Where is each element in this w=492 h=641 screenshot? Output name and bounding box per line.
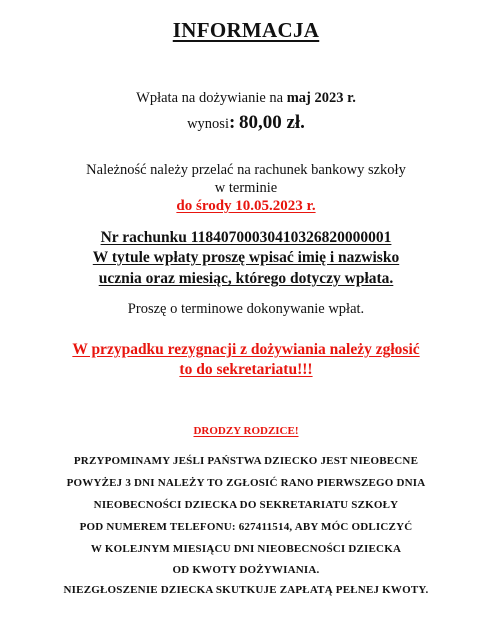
payment-month: maj 2023 r.	[286, 90, 356, 106]
reminder-line: NIEZGŁOSZENIE DZIECKA SKUTKUJE ZAPŁATĄ PEŁNEJ KWOTY.	[63, 584, 429, 596]
parents-heading: DRODZY RODZICE!	[193, 425, 299, 437]
reminder-line: POD NUMEREM TELEFONU: 627411514, ABY MÓC ODLICZYĆ	[79, 521, 413, 533]
resignation-notice-2: to do sekretariatu!!!	[179, 361, 313, 378]
payment-month-prefix: Wpłata na dożywianie na	[136, 90, 287, 106]
reminder-line: PRZYPOMINAMY JEŚLI PAŃSTWA DZIECKO JEST NIEOBECNE	[73, 455, 419, 467]
payment-amount-line	[0, 112, 492, 134]
transfer-instruction: Należność należy przelać na rachunek bankowy szkoły	[86, 162, 406, 178]
resignation-notice-1: W przypadku rezygnacji z dożywiania należy zgłosić	[72, 341, 420, 358]
payment-amount-prefix: wynosi	[187, 116, 229, 132]
payment-month-line	[0, 90, 492, 107]
payment-amount-colon: :	[228, 112, 236, 133]
transfer-term-label: w terminie	[214, 180, 278, 196]
transfer-title-instruction-1: W tytule wpłaty proszę wpisać imię i nazwisko	[92, 249, 400, 266]
bank-account-number: Nr rachunku 11840700030410326820000001	[100, 229, 392, 246]
payment-deadline: do środy 10.05.2023 r.	[176, 198, 316, 214]
payment-amount: 80,00 zł.	[238, 112, 305, 133]
transfer-title-instruction-2: ucznia oraz miesiąc, którego dotyczy wpłata.	[98, 270, 394, 287]
reminder-line: NIEOBECNOŚCI DZIECKA DO SEKRETARIATU SZKOŁY	[93, 499, 399, 511]
timely-payment-request: Proszę o terminowe dokonywanie wpłat.	[127, 301, 365, 317]
reminder-line: POWYŻEJ 3 DNI NALEŻY TO ZGŁOSIĆ RANO PIERWSZEGO DNIA	[66, 477, 426, 489]
reminder-line: W KOLEJNYM MIESIĄCU DNI NIEOBECNOŚCI DZIECKA	[90, 543, 402, 555]
notice-title: INFORMACJA	[172, 18, 320, 42]
reminder-line: OD KWOTY DOŻYWIANIA.	[172, 564, 320, 576]
